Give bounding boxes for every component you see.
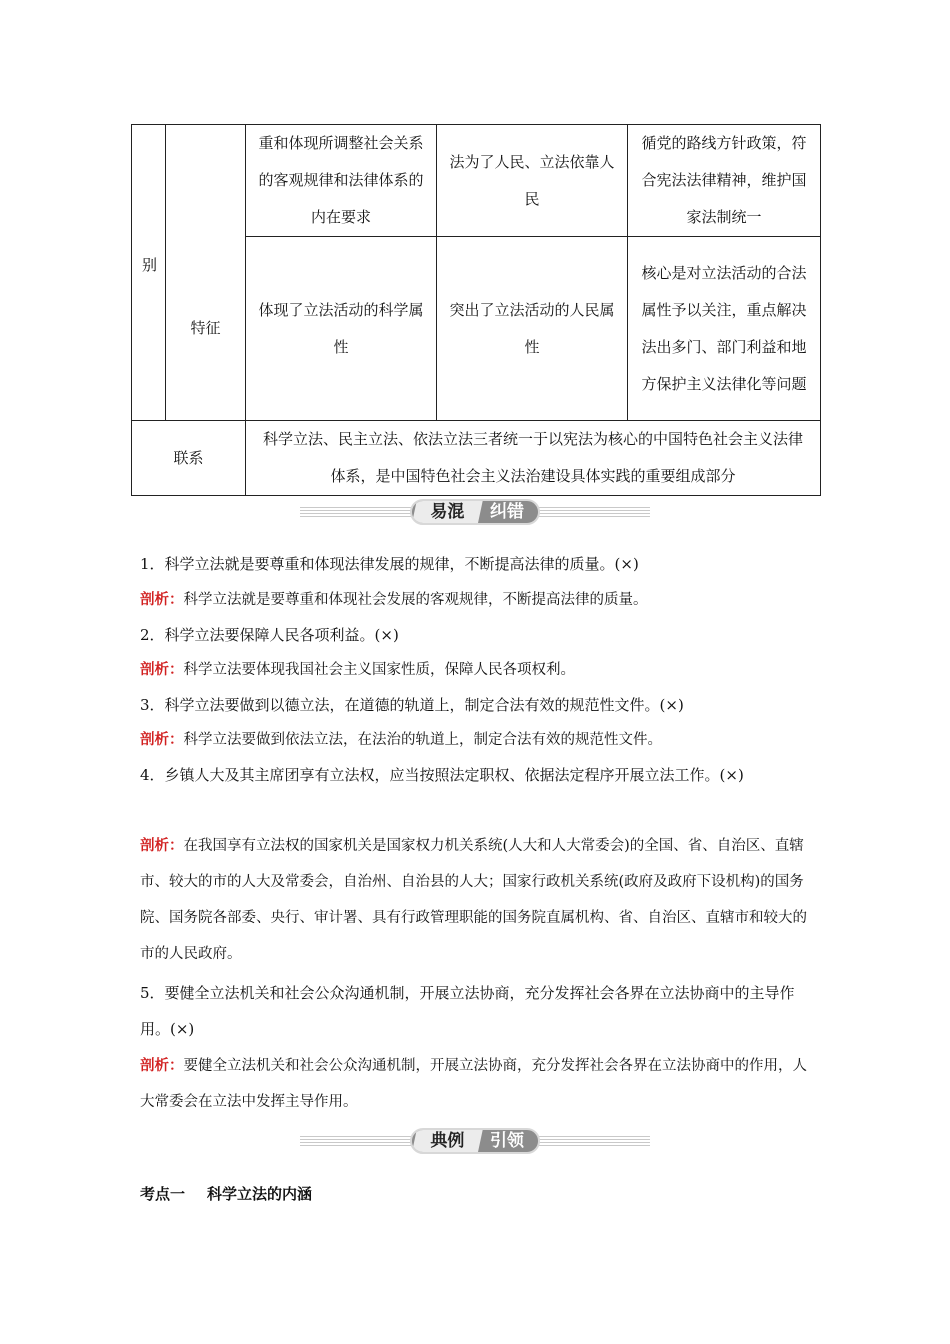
label-cell-top	[166, 125, 246, 237]
row-label-feature: 特征	[166, 237, 246, 421]
cell-r2c1: 体现了立法活动的科学属性	[246, 237, 437, 421]
cell-r1c2: 法为了人民、立法依靠人民	[437, 125, 628, 237]
analysis-2: 剖析：科学立法要体现我国社会主义国家性质，保障人民各项权利。	[140, 661, 575, 678]
cell-r1c3: 循党的路线方针政策，符合宪法法律精神，维护国家法制统一	[628, 125, 821, 237]
topic-number: 考点一	[140, 1185, 186, 1203]
cell-relation-text: 科学立法、民主立法、依法立法三者统一于以宪法为核心的中国特色社会主义法律体系，是中国特色社会主义法治建设具体实践的重要组成部分	[246, 421, 821, 496]
question-4: 4．乡镇人大及其主席团享有立法权，应当按照法定职权、依据法定程序开展立法工作。(×)	[140, 766, 744, 784]
row-label-relation: 联系	[132, 421, 246, 496]
banner-right-text: 纠错	[490, 502, 524, 522]
table-row	[132, 237, 821, 421]
cell-r2c2: 突出了立法活动的人民属性	[437, 237, 628, 421]
cell-r2c3: 核心是对立法活动的合法属性予以关注，重点解决法出多门、部门利益和地方保护主义法律化等问题	[628, 237, 821, 421]
question-1: 1．科学立法就是要尊重和体现法律发展的规律，不断提高法律的质量。(×)	[140, 555, 639, 573]
comparison-table	[131, 124, 821, 496]
banner-left-text: 典例	[430, 1131, 465, 1151]
side-cell-top	[132, 125, 166, 237]
section-banner-examples	[300, 1128, 650, 1158]
question-3: 3．科学立法要做到以德立法，在道德的轨道上，制定合法有效的规范性文件。(×)	[140, 696, 684, 714]
analysis-4: 剖析：在我国享有立法权的国家机关是国家权力机关系统(人大和人大常委会)的全国、省、自治区、直辖市、较大的市的人大及常委会，自治州、自治县的人大；国家行政机关系统(政府及政府下设机构)的国务院、国务院各部委、央行、审计署、具有行政管理职能的国务院直属机构、省、自治区、直辖市和较大的市的人民政府。	[140, 837, 807, 962]
topic-heading	[140, 1183, 334, 1204]
banner-left-text: 易混	[430, 502, 465, 522]
table-row	[132, 125, 821, 237]
question-5: 5．要健全立法机关和社会公众沟通机制，开展立法协商，充分发挥社会各界在立法协商中的主导作用。(×)	[140, 984, 795, 1038]
banner-right-text: 引领	[490, 1131, 524, 1151]
section-banner-errors	[300, 499, 650, 529]
topic-title: 科学立法的内涵	[207, 1185, 313, 1203]
cell-r1c1: 重和体现所调整社会关系的客观规律和法律体系的内在要求	[246, 125, 437, 237]
analysis-5: 剖析：要健全立法机关和社会公众沟通机制，开展立法协商，充分发挥社会各界在立法协商中的作用，人大常委会在立法中发挥主导作用。	[140, 1057, 807, 1110]
table-row	[132, 421, 821, 496]
question-2: 2．科学立法要保障人民各项利益。(×)	[140, 626, 399, 644]
analysis-3: 剖析：科学立法要做到依法立法，在法治的轨道上，制定合法有效的规范性文件。	[140, 731, 662, 748]
analysis-1: 剖析：科学立法就是要尊重和体现社会发展的客观规律，不断提高法律的质量。	[140, 591, 648, 608]
side-label: 别	[132, 237, 166, 421]
